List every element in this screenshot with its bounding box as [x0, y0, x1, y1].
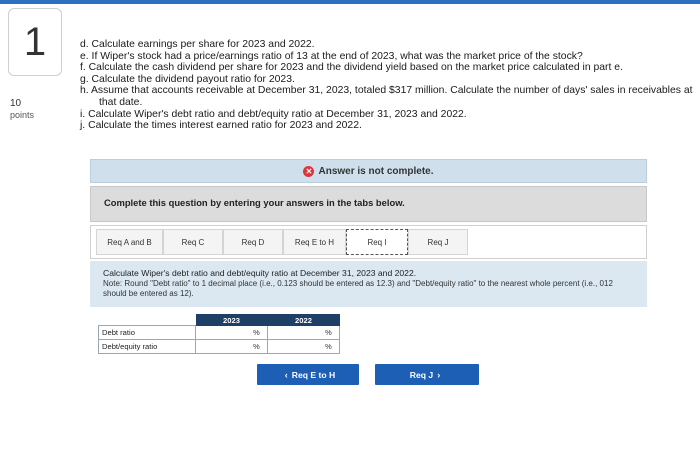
- debt-equity-ratio-2023-cell: [196, 340, 268, 354]
- prompt-line-j: j. Calculate the times interest earned ratio for 2023 and 2022.: [80, 120, 362, 132]
- instructions-box: [90, 186, 647, 222]
- row-label-debt-equity-ratio: Debt/equity ratio: [99, 340, 196, 354]
- debt-ratio-2023-cell: [196, 326, 268, 340]
- question-number-badge: [8, 8, 62, 76]
- points-value: 10: [10, 98, 22, 109]
- tab-req-c[interactable]: Req C: [163, 229, 223, 255]
- prompt-line-g: g. Calculate the dividend payout ratio for 2023.: [80, 73, 295, 85]
- prev-requirement-label: Req E to H: [291, 369, 336, 380]
- percent-unit: %: [325, 342, 332, 351]
- instructions-text: Complete this question by entering your answers in the tabs below.: [104, 197, 405, 208]
- question-prompt: [80, 39, 698, 132]
- requirement-tabs: [90, 225, 647, 259]
- tab-req-e-to-h[interactable]: Req E to H: [283, 229, 346, 255]
- column-header-2023: 2023: [196, 315, 268, 326]
- tab-req-d[interactable]: Req D: [223, 229, 283, 255]
- prompt-line-d: d. Calculate earnings per share for 2023 and 2022.: [80, 39, 315, 50]
- prompt-line-e: e. If Wiper's stock had a price/earnings ratio of 13 at the end of 2023, what was the market price of the stock?: [80, 50, 583, 62]
- prompt-line-h: h. Assume that accounts receivable at December 31, 2023, totaled $317 million. Calculate the number of days' sales in receivables at: [80, 85, 693, 97]
- prompt-line-f: f. Calculate the cash dividend per share for 2023 and the dividend yield based on the market price calculated in part e.: [80, 62, 623, 74]
- answer-status-banner: [90, 159, 647, 183]
- column-header-2022: 2022: [268, 315, 340, 326]
- next-requirement-button[interactable]: [375, 364, 479, 385]
- debt-ratio-2022-cell: [268, 326, 340, 340]
- prompt-line-i: i. Calculate Wiper's debt ratio and debt/equity ratio at December 31, 2023 and 2022.: [80, 108, 467, 120]
- prompt-line-h-cont: that date.: [99, 96, 143, 108]
- debt-ratio-2023-input[interactable]: [196, 326, 253, 339]
- table-row-debt-ratio: [99, 326, 340, 340]
- percent-unit: %: [253, 328, 260, 337]
- error-x-icon: ✕: [303, 166, 314, 177]
- percent-unit: %: [325, 328, 332, 337]
- prev-requirement-button[interactable]: [257, 364, 359, 385]
- debt-equity-ratio-2022-cell: [268, 340, 340, 354]
- chevron-left-icon: ‹: [284, 369, 288, 380]
- tab-req-a-and-b[interactable]: Req A and B: [96, 229, 163, 255]
- requirement-panel: [90, 261, 647, 307]
- table-header-row: [99, 315, 340, 326]
- row-label-debt-ratio: Debt ratio: [99, 326, 196, 340]
- debt-equity-ratio-2023-input[interactable]: [196, 340, 253, 353]
- answer-status-text: Answer is not complete.: [318, 165, 434, 177]
- percent-unit: %: [253, 342, 260, 351]
- question-number: 1: [23, 19, 47, 64]
- chevron-right-icon: ›: [437, 369, 441, 380]
- debt-ratio-2022-input[interactable]: [268, 326, 325, 339]
- next-requirement-label: Req J: [409, 369, 434, 380]
- top-accent-bar: [0, 0, 700, 4]
- ratio-table: [98, 314, 340, 354]
- requirement-title: Calculate Wiper's debt ratio and debt/equity ratio at December 31, 2023 and 2022.: [103, 268, 417, 278]
- table-header-blank: [99, 315, 196, 326]
- points-label: points: [10, 110, 35, 120]
- table-row-debt-equity-ratio: [99, 340, 340, 354]
- tab-req-j[interactable]: Req J: [408, 229, 468, 255]
- requirement-note: Note: Round "Debt ratio" to 1 decimal place (i.e., 0.123 should be entered as 12.3) and "Debt/equity ratio" to the nearest whole percent (i.e., 012 should be entered as 12).: [103, 279, 613, 298]
- debt-equity-ratio-2022-input[interactable]: [268, 340, 325, 353]
- tab-req-i[interactable]: Req I: [346, 229, 408, 255]
